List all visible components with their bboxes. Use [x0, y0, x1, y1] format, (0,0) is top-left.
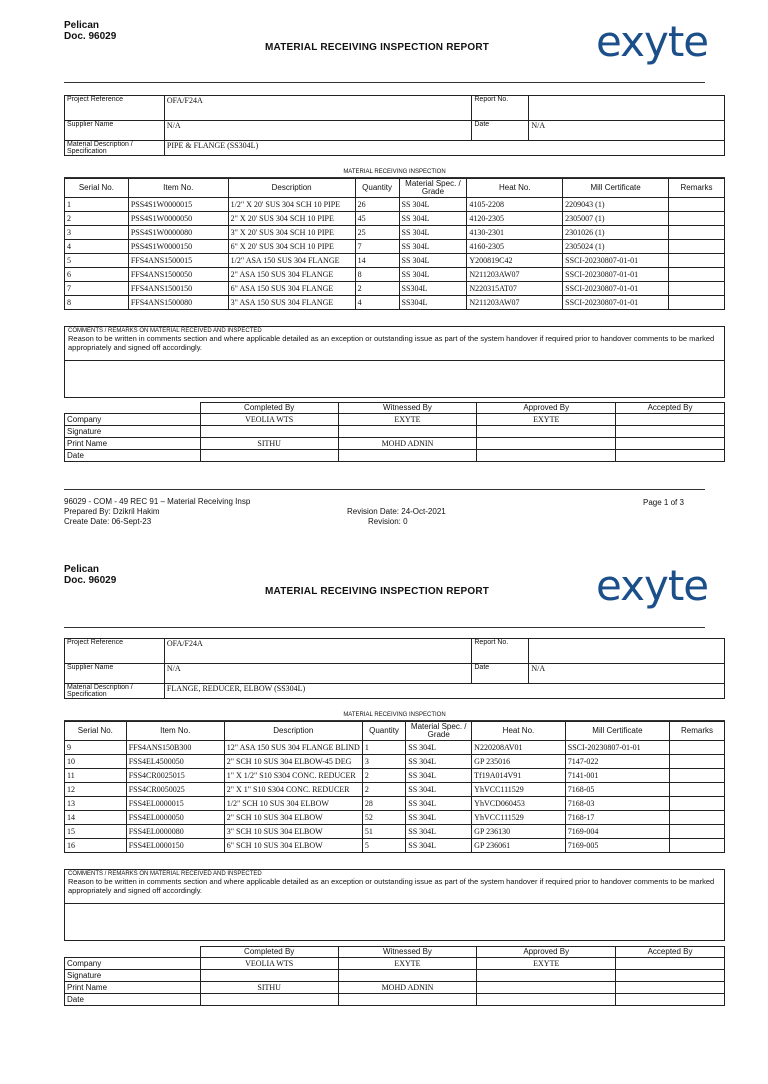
col-header-mill-certificate: Mill Certificate — [563, 179, 669, 198]
item-cell: FSS4EL4500050 — [126, 755, 224, 769]
heat-no-cell: GP 236130 — [472, 825, 566, 839]
remarks-box — [64, 869, 725, 941]
grade-cell: SS 304L — [406, 783, 472, 797]
serial-cell: 13 — [65, 797, 127, 811]
description-cell: 3" X 20' SUS 304 SCH 10 PIPE — [228, 226, 355, 240]
quantity-cell: 26 — [355, 198, 399, 212]
table-row — [65, 769, 725, 783]
footer-revision-date: Revision Date: 24-Oct-2021 — [347, 507, 446, 516]
table-row — [65, 254, 725, 268]
grade-cell: SS 304L — [399, 226, 467, 240]
grade-cell: SS 304L — [406, 769, 472, 783]
col-header-heat-no: Heat No. — [472, 722, 566, 741]
signoff-approved-by: Approved By — [477, 947, 616, 958]
completed-by-cell[interactable] — [200, 994, 338, 1006]
remarks-cell — [669, 212, 725, 226]
col-header-material-grade: Material Spec. / Grade — [399, 179, 467, 198]
row-label-cell: Date — [65, 994, 201, 1006]
quantity-cell: 8 — [355, 268, 399, 282]
grade-cell: SS 304L — [406, 839, 472, 853]
supplier-label: Supplier Name — [65, 121, 165, 141]
remarks-cell — [670, 741, 725, 755]
item-cell: FSS4CR0050025 — [126, 783, 224, 797]
signoff-table — [64, 402, 725, 462]
date-value: N/A — [529, 664, 725, 684]
heat-no-cell: GP 236061 — [472, 839, 566, 853]
signoff-completed-by: Completed By — [200, 947, 338, 958]
signoff-witnessed-by: Witnessed By — [338, 947, 477, 958]
quantity-cell: 52 — [362, 811, 405, 825]
heat-no-cell: Y200819C42 — [467, 254, 563, 268]
date-label: Date — [472, 664, 529, 684]
remarks-cell — [670, 769, 725, 783]
signoff-corner — [65, 947, 201, 958]
quantity-cell: 51 — [362, 825, 405, 839]
material-description-label: Material Description / Specification — [65, 684, 165, 699]
table-row — [65, 839, 725, 853]
quantity-cell: 2 — [355, 282, 399, 296]
footer-prepared-by: Prepared By: Dzikril Hakim — [64, 507, 160, 516]
witnessed-by-cell[interactable]: EXYTE — [338, 414, 477, 426]
witnessed-by-cell[interactable] — [338, 994, 477, 1006]
mill-cert-cell: 7169-004 — [565, 825, 669, 839]
item-cell: FFS4ANS1500050 — [128, 268, 228, 282]
mill-cert-cell: SSCI-20230807-01-01 — [563, 254, 669, 268]
col-header-item: Item No. — [128, 179, 228, 198]
item-cell: FSS4CR0025015 — [126, 769, 224, 783]
item-cell: FSS4EL0000150 — [126, 839, 224, 853]
row-label-cell: Print Name — [65, 982, 201, 994]
signoff-corner — [65, 403, 201, 414]
footer-revision: Revision: 0 — [368, 517, 408, 526]
remarks-cell — [670, 797, 725, 811]
heat-no-cell: N211203AW07 — [467, 268, 563, 282]
description-cell: 12" ASA 150 SUS 304 FLANGE BLIND — [224, 741, 362, 755]
heat-no-cell: 4120-2305 — [467, 212, 563, 226]
quantity-cell: 2 — [362, 769, 405, 783]
report-number-value — [529, 96, 725, 121]
footer-divider — [64, 489, 705, 490]
description-cell: 1/2" ASA 150 SUS 304 FLANGE — [228, 254, 355, 268]
col-header-heat-no: Heat No. — [467, 179, 563, 198]
material-description-label: Material Description / Specification — [65, 141, 165, 156]
approved-by-cell[interactable] — [477, 982, 616, 994]
heat-no-cell: N211203AW07 — [467, 296, 563, 310]
project-reference-label: Project Reference — [65, 639, 165, 664]
accepted-by-cell[interactable] — [616, 438, 725, 450]
mill-cert-cell: 7141-001 — [565, 769, 669, 783]
footer-page-number: Page 1 of 3 — [643, 498, 684, 507]
mill-cert-cell: 2209043 (1) — [563, 198, 669, 212]
mill-cert-cell: 7168-03 — [565, 797, 669, 811]
serial-cell: 10 — [65, 755, 127, 769]
table-row — [65, 797, 725, 811]
item-cell: FFS4ANS1500080 — [128, 296, 228, 310]
signoff-accepted-by: Accepted By — [616, 947, 725, 958]
item-cell: FFS4ANS1500150 — [128, 282, 228, 296]
quantity-cell: 4 — [355, 296, 399, 310]
row-label-cell: Signature — [65, 426, 201, 438]
table-row — [65, 811, 725, 825]
col-header-quantity: Quantity — [355, 179, 399, 198]
supplier-value: N/A — [164, 664, 471, 684]
material-description-value: PIPE & FLANGE (SS304L) — [164, 141, 724, 156]
date-label: Date — [472, 121, 529, 141]
serial-cell: 15 — [65, 825, 127, 839]
accepted-by-cell[interactable] — [616, 426, 725, 438]
heat-no-cell: YhVCC111529 — [472, 783, 566, 797]
report-title: MATERIAL RECEIVING INSPECTION REPORT — [265, 586, 490, 597]
remarks-entry-area[interactable] — [65, 360, 724, 361]
remarks-entry-area[interactable] — [65, 903, 724, 904]
serial-cell: 4 — [65, 240, 129, 254]
remarks-cell — [670, 755, 725, 769]
heat-no-cell: Tf19A014V91 — [472, 769, 566, 783]
col-header-remarks: Remarks — [669, 179, 725, 198]
grade-cell: SS 304L — [406, 825, 472, 839]
row-label-cell: Print Name — [65, 438, 201, 450]
item-cell: FFS4ANS1500015 — [128, 254, 228, 268]
item-cell: FFS4ANS150B300 — [126, 741, 224, 755]
approved-by-cell[interactable] — [477, 438, 616, 450]
signoff-row — [65, 958, 725, 970]
project-reference-value: OFA/F24A — [164, 96, 471, 121]
heat-no-cell: 4105-2208 — [467, 198, 563, 212]
remarks-cell — [670, 811, 725, 825]
table-row — [65, 783, 725, 797]
mill-cert-cell: 7168-05 — [565, 783, 669, 797]
serial-cell: 5 — [65, 254, 129, 268]
item-cell: FSS4EL0000015 — [126, 797, 224, 811]
serial-cell: 6 — [65, 268, 129, 282]
mill-cert-cell: SSCI-20230807-01-01 — [563, 296, 669, 310]
description-cell: 3" SCH 10 SUS 304 ELBOW — [224, 825, 362, 839]
serial-cell: 7 — [65, 282, 129, 296]
mill-cert-cell: 7168-17 — [565, 811, 669, 825]
heat-no-cell: YhVCC111529 — [472, 811, 566, 825]
description-cell: 6" X 20' SUS 304 SCH 10 PIPE — [228, 240, 355, 254]
item-cell: FSS4EL0000050 — [126, 811, 224, 825]
grade-cell: SS 304L — [406, 741, 472, 755]
signoff-approved-by: Approved By — [477, 403, 616, 414]
col-header-item: Item No. — [126, 722, 224, 741]
material-rows — [65, 198, 725, 310]
company-name: Pelican — [64, 20, 100, 31]
witnessed-by-cell[interactable]: MOHD ADNIN — [338, 982, 477, 994]
mill-cert-cell: 2301026 (1) — [563, 226, 669, 240]
heat-no-cell: 4160-2305 — [467, 240, 563, 254]
accepted-by-cell[interactable] — [616, 958, 725, 970]
heat-no-cell: GP 235016 — [472, 755, 566, 769]
date-value: N/A — [529, 121, 725, 141]
item-cell: PSS4S1W0000015 — [128, 198, 228, 212]
signoff-row — [65, 982, 725, 994]
table-row — [65, 282, 725, 296]
description-cell: 2" SCH 10 SUS 304 ELBOW — [224, 811, 362, 825]
report-page-1 — [0, 0, 768, 540]
row-label-cell: Signature — [65, 970, 201, 982]
approved-by-cell[interactable] — [477, 970, 616, 982]
remarks-heading: COMMENTS / REMARKS ON MATERIAL RECEIVED AND INSPECTED — [68, 328, 262, 334]
grade-cell: SS304L — [399, 296, 467, 310]
remarks-cell — [669, 198, 725, 212]
quantity-cell: 1 — [362, 741, 405, 755]
mill-cert-cell: 2305024 (1) — [563, 240, 669, 254]
report-title: MATERIAL RECEIVING INSPECTION REPORT — [265, 42, 490, 53]
table-row — [65, 212, 725, 226]
project-reference-value: OFA/F24A — [164, 639, 471, 664]
document-number: Doc. 96029 — [64, 575, 117, 586]
approved-by-cell[interactable] — [477, 426, 616, 438]
completed-by-cell[interactable] — [200, 450, 338, 462]
item-cell: FSS4EL0000080 — [126, 825, 224, 839]
material-table — [64, 178, 725, 310]
quantity-cell: 3 — [362, 755, 405, 769]
remarks-heading: COMMENTS / REMARKS ON MATERIAL RECEIVED AND INSPECTED — [68, 871, 262, 877]
quantity-cell: 5 — [362, 839, 405, 853]
exyte-logo: exyte — [596, 561, 709, 610]
report-number-label: Report No. — [472, 639, 529, 664]
completed-by-cell[interactable]: VEOLIA WTS — [200, 958, 338, 970]
item-cell: PSS4S1W0000150 — [128, 240, 228, 254]
col-header-serial: Serial No. — [65, 722, 127, 741]
signoff-witnessed-by: Witnessed By — [338, 403, 477, 414]
accepted-by-cell[interactable] — [616, 994, 725, 1006]
exyte-logo: exyte — [596, 17, 709, 66]
mill-cert-cell: SSCI-20230807-01-01 — [563, 268, 669, 282]
description-cell: 3" ASA 150 SUS 304 FLANGE — [228, 296, 355, 310]
company-name: Pelican — [64, 564, 100, 575]
witnessed-by-cell[interactable]: EXYTE — [338, 958, 477, 970]
grade-cell: SS 304L — [399, 268, 467, 282]
remarks-instructions: Reason to be written in comments section and where applicable detailed as an exception or outstanding issue as part of the system handover if required prior to handover comments to be marked appropriately and signed off accordingly. — [68, 334, 715, 352]
serial-cell: 8 — [65, 296, 129, 310]
report-number-value — [529, 639, 725, 664]
serial-cell: 11 — [65, 769, 127, 783]
signoff-row — [65, 438, 725, 450]
remarks-box — [64, 326, 725, 398]
document-number: Doc. 96029 — [64, 31, 117, 42]
heat-no-cell: N220208AV01 — [472, 741, 566, 755]
description-cell: 6" ASA 150 SUS 304 FLANGE — [228, 282, 355, 296]
grade-cell: SS 304L — [399, 198, 467, 212]
witnessed-by-cell[interactable] — [338, 970, 477, 982]
approved-by-cell[interactable] — [477, 994, 616, 1006]
material-description-value: FLANGE, REDUCER, ELBOW (SS304L) — [164, 684, 724, 699]
serial-cell: 3 — [65, 226, 129, 240]
description-cell: 1" X 1/2" S10 S304 CONC. REDUCER — [224, 769, 362, 783]
table-row — [65, 825, 725, 839]
serial-cell: 16 — [65, 839, 127, 853]
row-label-cell: Company — [65, 414, 201, 426]
col-header-serial: Serial No. — [65, 179, 129, 198]
accepted-by-cell[interactable] — [616, 970, 725, 982]
supplier-label: Supplier Name — [65, 664, 165, 684]
table-row — [65, 240, 725, 254]
mill-cert-cell: SSCI-20230807-01-01 — [563, 282, 669, 296]
description-cell: 6" SCH 10 SUS 304 ELBOW — [224, 839, 362, 853]
project-info-table — [64, 638, 725, 699]
remarks-instructions: Reason to be written in comments section and where applicable detailed as an exception or outstanding issue as part of the system handover if required prior to handover comments to be marked appropriately and signed off accordingly. — [68, 877, 715, 895]
mill-cert-cell: 2305007 (1) — [563, 212, 669, 226]
remarks-cell — [670, 783, 725, 797]
table-row — [65, 741, 725, 755]
accepted-by-cell[interactable] — [616, 414, 725, 426]
signoff-rows — [65, 414, 725, 462]
table-row — [65, 296, 725, 310]
item-cell: PSS4S1W0000050 — [128, 212, 228, 226]
project-info-table — [64, 95, 725, 156]
serial-cell: 2 — [65, 212, 129, 226]
grade-cell: SS 304L — [399, 254, 467, 268]
heat-no-cell: N220315AT07 — [467, 282, 563, 296]
accepted-by-cell[interactable] — [616, 450, 725, 462]
supplier-value: N/A — [164, 121, 471, 141]
project-reference-label: Project Reference — [65, 96, 165, 121]
col-header-description: Description — [224, 722, 362, 741]
table-row — [65, 198, 725, 212]
table-row — [65, 226, 725, 240]
row-label-cell: Date — [65, 450, 201, 462]
grade-cell: SS 304L — [406, 811, 472, 825]
description-cell: 1/2" X 20' SUS 304 SCH 10 PIPE — [228, 198, 355, 212]
row-label-cell: Company — [65, 958, 201, 970]
accepted-by-cell[interactable] — [616, 982, 725, 994]
remarks-cell — [669, 296, 725, 310]
signoff-row — [65, 450, 725, 462]
grade-cell: SS 304L — [406, 797, 472, 811]
remarks-cell — [670, 839, 725, 853]
item-cell: PSS4S1W0000080 — [128, 226, 228, 240]
signoff-row — [65, 414, 725, 426]
completed-by-cell[interactable] — [200, 426, 338, 438]
remarks-cell — [669, 282, 725, 296]
grade-cell: SS 304L — [406, 755, 472, 769]
witnessed-by-cell[interactable]: MOHD ADNIN — [338, 438, 477, 450]
remarks-cell — [669, 240, 725, 254]
grade-cell: SS 304L — [399, 240, 467, 254]
mill-cert-cell: 7169-005 — [565, 839, 669, 853]
signoff-table — [64, 946, 725, 1006]
witnessed-by-cell[interactable] — [338, 450, 477, 462]
col-header-quantity: Quantity — [362, 722, 405, 741]
signoff-rows — [65, 958, 725, 1006]
completed-by-cell[interactable] — [200, 970, 338, 982]
material-table — [64, 721, 725, 853]
heat-no-cell: 4130-2301 — [467, 226, 563, 240]
col-header-material-grade: Material Spec. / Grade — [406, 722, 472, 741]
remarks-cell — [669, 226, 725, 240]
header-divider — [64, 82, 705, 83]
description-cell: 2" ASA 150 SUS 304 FLANGE — [228, 268, 355, 282]
serial-cell: 1 — [65, 198, 129, 212]
report-number-label: Report No. — [472, 96, 529, 121]
remarks-cell — [670, 825, 725, 839]
approved-by-cell[interactable] — [477, 450, 616, 462]
quantity-cell: 14 — [355, 254, 399, 268]
quantity-cell: 28 — [362, 797, 405, 811]
remarks-cell — [669, 268, 725, 282]
witnessed-by-cell[interactable] — [338, 426, 477, 438]
grade-cell: SS 304L — [399, 212, 467, 226]
serial-cell: 14 — [65, 811, 127, 825]
description-cell: 2" X 1" S10 S304 CONC. REDUCER — [224, 783, 362, 797]
signoff-accepted-by: Accepted By — [616, 403, 725, 414]
signoff-completed-by: Completed By — [200, 403, 338, 414]
quantity-cell: 2 — [362, 783, 405, 797]
approved-by-cell[interactable]: EXYTE — [477, 414, 616, 426]
completed-by-cell[interactable]: SITHU — [200, 982, 338, 994]
report-page-2 — [0, 544, 768, 1084]
table-row — [65, 268, 725, 282]
col-header-description: Description — [228, 179, 355, 198]
mill-cert-cell: 7147-022 — [565, 755, 669, 769]
signoff-row — [65, 994, 725, 1006]
quantity-cell: 25 — [355, 226, 399, 240]
completed-by-cell[interactable]: VEOLIA WTS — [200, 414, 338, 426]
description-cell: 2" X 20' SUS 304 SCH 10 PIPE — [228, 212, 355, 226]
footer-create-date: Create Date: 06-Sept-23 — [64, 517, 152, 526]
remarks-cell — [669, 254, 725, 268]
section-caption: MATERIAL RECEIVING INSPECTION — [343, 712, 446, 718]
col-header-mill-certificate: Mill Certificate — [565, 722, 669, 741]
grade-cell: SS304L — [399, 282, 467, 296]
quantity-cell: 7 — [355, 240, 399, 254]
mill-cert-cell: SSCI-20230807-01-01 — [565, 741, 669, 755]
section-caption: MATERIAL RECEIVING INSPECTION — [343, 169, 446, 175]
description-cell: 2" SCH 10 SUS 304 ELBOW-45 DEG — [224, 755, 362, 769]
signoff-row — [65, 970, 725, 982]
table-row — [65, 755, 725, 769]
col-header-remarks: Remarks — [670, 722, 725, 741]
heat-no-cell: YhVCD060453 — [472, 797, 566, 811]
footer-form-ref: 96029 - COM - 49 REC 91 – Material Receiving Insp — [64, 497, 251, 506]
serial-cell: 12 — [65, 783, 127, 797]
serial-cell: 9 — [65, 741, 127, 755]
completed-by-cell[interactable]: SITHU — [200, 438, 338, 450]
signoff-row — [65, 426, 725, 438]
material-rows — [65, 741, 725, 853]
quantity-cell: 45 — [355, 212, 399, 226]
description-cell: 1/2" SCH 10 SUS 304 ELBOW — [224, 797, 362, 811]
approved-by-cell[interactable]: EXYTE — [477, 958, 616, 970]
header-divider — [64, 627, 705, 628]
